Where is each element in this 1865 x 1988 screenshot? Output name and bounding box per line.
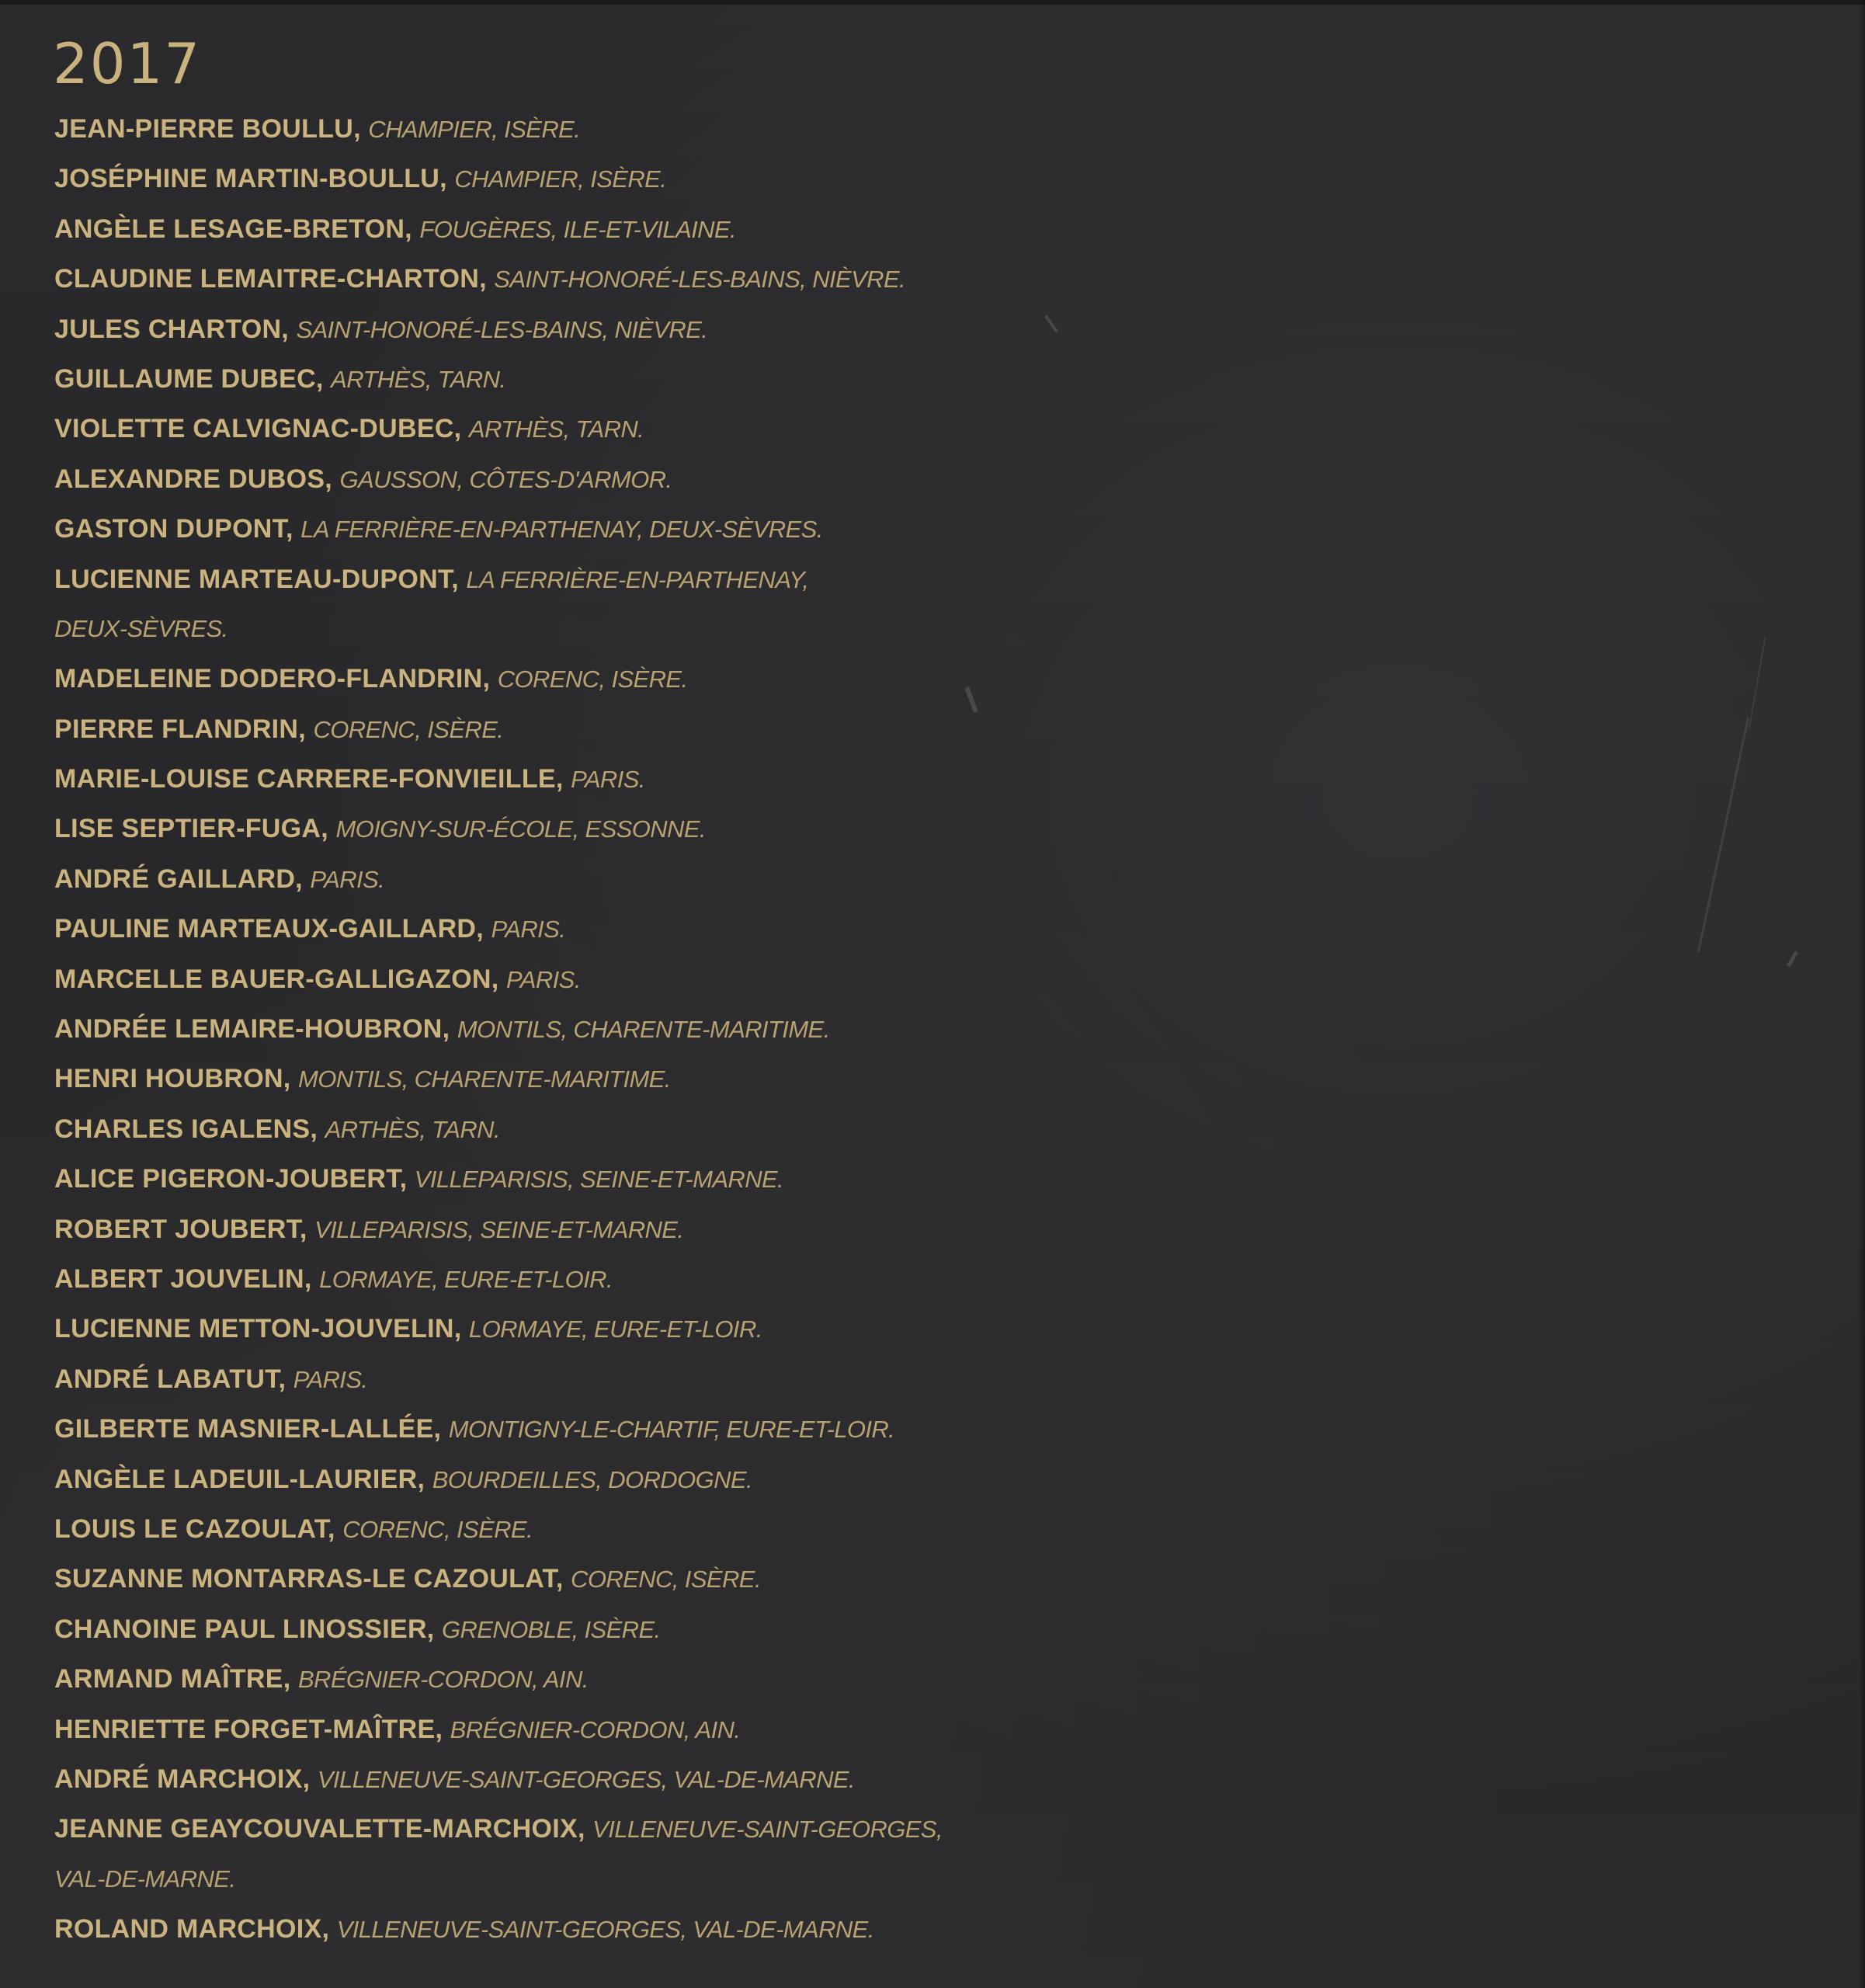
person-place-continuation: DEUX-SÈVRES.: [54, 614, 228, 642]
list-item: [54, 1404, 1033, 1454]
person-place: VILLENEUVE-SAINT-GEORGES, VAL-DE-MARNE.: [336, 1916, 874, 1944]
list-item: [54, 1705, 1033, 1754]
person-place: BOURDEILLES, DORDOGNE.: [432, 1465, 752, 1493]
list-item: [54, 804, 1033, 853]
person-place: ARTHÈS, TARN.: [331, 365, 506, 393]
person-name: JEAN-PIERRE BOULLU,: [54, 114, 361, 144]
list-item: [54, 1904, 1033, 1954]
list-item: [54, 254, 1033, 304]
person-name: LISE SEPTIER-FUGA,: [54, 814, 328, 844]
list-item: [54, 654, 1033, 704]
list-item: [54, 1304, 1033, 1354]
person-place: MONTILS, CHARENTE-MARITIME.: [298, 1065, 671, 1093]
person-place: PARIS.: [491, 916, 566, 944]
list-item: [54, 1104, 1033, 1154]
surface-scratch: [1749, 638, 1766, 730]
person-place: VILLEPARISIS, SEINE-ET-MARNE.: [414, 1166, 784, 1194]
person-place: GRENOBLE, ISÈRE.: [442, 1615, 661, 1643]
list-item: [54, 554, 1033, 604]
person-place: FOUGÈRES, ILE-ET-VILAINE.: [419, 215, 737, 243]
person-place: CORENC, ISÈRE.: [571, 1566, 761, 1594]
person-place: ARTHÈS, TARN.: [468, 415, 644, 443]
surface-scratch: [1787, 951, 1798, 968]
person-place: VILLENEUVE-SAINT-GEORGES,: [592, 1816, 943, 1844]
person-name: ANDRÉ GAILLARD,: [54, 864, 303, 894]
list-item: [54, 1204, 1033, 1254]
list-item: [54, 1604, 1033, 1654]
person-name: ARMAND MAÎTRE,: [54, 1664, 291, 1694]
list-item: [54, 954, 1033, 1004]
list-item: [54, 1354, 1033, 1404]
person-name: ALEXANDRE DUBOS,: [54, 464, 333, 494]
list-item: [54, 1504, 1033, 1554]
person-place: CORENC, ISÈRE.: [313, 715, 504, 743]
person-place: LA FERRIÈRE-EN-PARTHENAY,: [466, 565, 809, 593]
list-item: [54, 354, 1033, 404]
person-place: LORMAYE, EURE-ET-LOIR.: [319, 1265, 613, 1293]
person-place: CHAMPIER, ISÈRE.: [368, 116, 581, 143]
list-item: [54, 1254, 1033, 1304]
person-name: LUCIENNE METTON-JOUVELIN,: [54, 1314, 462, 1344]
list-item: [54, 104, 1033, 154]
list-item: [54, 504, 1033, 554]
person-name: LUCIENNE MARTEAU-DUPONT,: [54, 564, 459, 594]
list-item: [54, 854, 1033, 904]
list-item: [54, 704, 1033, 754]
list-item: [54, 1754, 1033, 1804]
person-place: VILLEPARISIS, SEINE-ET-MARNE.: [314, 1215, 684, 1243]
list-item: [54, 1654, 1033, 1704]
names-list: [54, 104, 1033, 1954]
person-name: ANGÈLE LESAGE-BRETON,: [54, 214, 412, 244]
person-place: PARIS.: [310, 865, 385, 893]
list-item: [54, 1004, 1033, 1054]
person-place: MONTIGNY-LE-CHARTIF, EURE-ET-LOIR.: [448, 1416, 895, 1444]
surface-scratch: [1697, 717, 1749, 953]
person-place: BRÉGNIER-CORDON, AIN.: [297, 1666, 589, 1694]
person-place: BRÉGNIER-CORDON, AIN.: [450, 1715, 741, 1743]
person-name: JULES CHARTON,: [54, 314, 290, 344]
person-place: LA FERRIÈRE-EN-PARTHENAY, DEUX-SÈVRES.: [300, 516, 823, 544]
person-place: MOIGNY-SUR-ÉCOLE, ESSONNE.: [335, 815, 706, 843]
list-item: [54, 454, 1033, 504]
year-heading: 2017: [53, 31, 202, 96]
list-item: [54, 1554, 1033, 1604]
person-place: CHAMPIER, ISÈRE.: [454, 165, 667, 193]
person-place: VILLENEUVE-SAINT-GEORGES, VAL-DE-MARNE.: [317, 1765, 855, 1793]
person-name: MARIE-LOUISE CARRERE-FONVIEILLE,: [54, 764, 564, 794]
person-name: VIOLETTE CALVIGNAC-DUBEC,: [54, 414, 462, 444]
person-name: MADELEINE DODERO-FLANDRIN,: [54, 664, 491, 694]
list-item: [54, 754, 1033, 804]
list-item: [54, 1154, 1033, 1204]
person-name: CHANOINE PAUL LINOSSIER,: [54, 1614, 435, 1644]
person-place: CORENC, ISÈRE.: [342, 1515, 533, 1543]
person-name: ANDRÉ MARCHOIX,: [54, 1764, 311, 1794]
person-place: CORENC, ISÈRE.: [497, 666, 688, 693]
person-name: ALBERT JOUVELIN,: [54, 1263, 312, 1294]
person-name: ROBERT JOUBERT,: [54, 1214, 307, 1244]
person-name: ANDRÉE LEMAIRE-HOUBRON,: [54, 1014, 450, 1044]
person-name: ANGÈLE LADEUIL-LAURIER,: [54, 1464, 425, 1494]
person-place: SAINT-HONORÉ-LES-BAINS, NIÈVRE.: [494, 266, 906, 294]
person-name: JOSÉPHINE MARTIN-BOULLU,: [54, 164, 447, 194]
person-place: PARIS.: [293, 1365, 368, 1393]
list-item: [54, 404, 1033, 454]
list-item: [54, 904, 1033, 954]
person-name: HENRIETTE FORGET-MAÎTRE,: [54, 1714, 443, 1744]
list-item: [54, 1455, 1033, 1504]
person-place: ARTHÈS, TARN.: [325, 1115, 500, 1143]
person-name: PIERRE FLANDRIN,: [54, 714, 307, 744]
person-name: ALICE PIGERON-JOUBERT,: [54, 1164, 408, 1194]
person-place: PARIS.: [571, 766, 645, 794]
person-name: CLAUDINE LEMAITRE-CHARTON,: [54, 264, 487, 294]
person-place: PARIS.: [506, 965, 581, 993]
person-name: GUILLAUME DUBEC,: [54, 363, 324, 394]
list-item: [54, 304, 1033, 354]
person-name: HENRI HOUBRON,: [54, 1064, 291, 1094]
person-name: ROLAND MARCHOIX,: [54, 1914, 330, 1945]
person-name: MARCELLE BAUER-GALLIGAZON,: [54, 964, 499, 994]
list-item: [54, 204, 1033, 254]
person-name: CHARLES IGALENS,: [54, 1114, 318, 1144]
surface-scratch: [1044, 315, 1058, 333]
person-name: ANDRÉ LABATUT,: [54, 1364, 287, 1394]
person-name: SUZANNE MONTARRAS-LE CAZOULAT,: [54, 1564, 564, 1594]
list-item: [54, 1054, 1033, 1103]
person-name: GASTON DUPONT,: [54, 514, 293, 544]
person-place: MONTILS, CHARENTE-MARITIME.: [457, 1016, 830, 1044]
person-name: GILBERTE MASNIER-LALLÉE,: [54, 1414, 442, 1444]
person-place-continuation: VAL-DE-MARNE.: [54, 1865, 236, 1892]
person-place: GAUSSON, CÔTES-D'ARMOR.: [339, 465, 672, 493]
list-item: [54, 154, 1033, 203]
person-place: SAINT-HONORÉ-LES-BAINS, NIÈVRE.: [296, 315, 708, 343]
person-name: PAULINE MARTEAUX-GAILLARD,: [54, 914, 484, 944]
person-name: LOUIS LE CAZOULAT,: [54, 1514, 335, 1544]
person-name: JEANNE GEAYCOUVALETTE-MARCHOIX,: [54, 1814, 585, 1844]
list-item: [54, 1804, 1033, 1854]
person-place: LORMAYE, EURE-ET-LOIR.: [468, 1315, 762, 1343]
